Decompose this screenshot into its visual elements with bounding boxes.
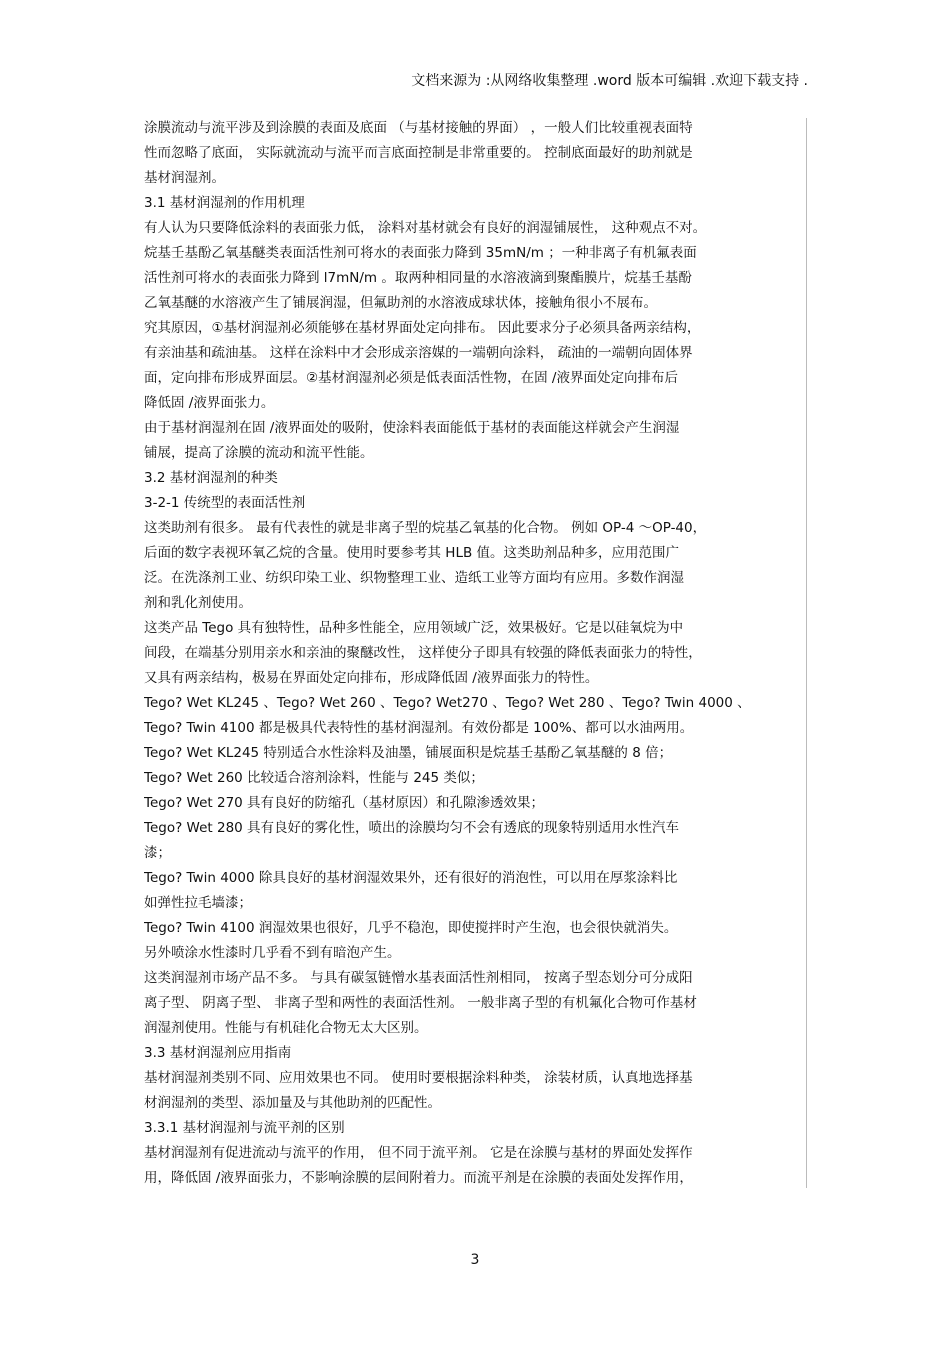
- text-line: 活性剂可将水的表面张力降到 l7mN/m 。取两种相同量的水溶液滴到聚酯膜片，烷基壬基酚: [144, 270, 692, 286]
- text-line: Tego? Wet 280 具有良好的雾化性，喷出的涂膜均匀不会有透底的现象特别适用水性汽车: [144, 820, 680, 836]
- text-line: Tego? Twin 4100 都是极具代表特性的基材润湿剂。有效份都是 100%、都可以水油两用。: [144, 720, 694, 736]
- text-line: 基材润湿剂。: [144, 170, 225, 186]
- text-line: Tego? Wet KL245 、Tego? Wet 260 、Tego? Wet270 、Tego? Wet 280 、Tego? Twin 4000 、: [144, 695, 751, 711]
- text-line: 基材润湿剂有促进流动与流平的作用， 但不同于流平剂。 它是在涂膜与基材的界面处发挥作: [144, 1145, 693, 1161]
- text-line: Tego? Twin 4000 除具良好的基材润湿效果外，还有很好的消泡性，可以用在厚浆涂料比: [144, 870, 678, 886]
- text-line: 离子型、 阴离子型、 非离子型和两性的表面活性剂。 一般非离子型的有机氟化合物可作基材: [144, 995, 697, 1011]
- document-body: [144, 116, 804, 1191]
- text-line: 3-2-1 传统型的表面活性剂: [144, 495, 306, 511]
- margin-rule: [806, 118, 807, 1188]
- text-line: 3.3 基材润湿剂应用指南: [144, 1045, 292, 1061]
- text-line: 如弹性拉毛墙漆；: [144, 895, 252, 911]
- text-line: 润湿剂使用。性能与有机硅化合物无太大区别。: [144, 1020, 428, 1036]
- text-line: 后面的数字表视环氧乙烷的含量。使用时要参考其 HLB 值。这类助剂品种多，应用范围广: [144, 545, 680, 561]
- text-line: 3.2 基材润湿剂的种类: [144, 470, 278, 486]
- text-line: 漆；: [144, 845, 171, 861]
- text-line: 基材润湿剂类别不同、应用效果也不同。 使用时要根据涂料种类， 涂装材质，认真地选择基: [144, 1070, 693, 1086]
- text-line: Tego? Wet 270 具有良好的防缩孔（基材原因）和孔隙渗透效果；: [144, 795, 545, 811]
- text-line: 材润湿剂的类型、添加量及与其他助剂的匹配性。: [144, 1095, 441, 1111]
- text-line: 这类润湿剂市场产品不多。 与具有碳氢链憎水基表面活性剂相同， 按离子型态划分可分成阳: [144, 970, 693, 986]
- text-line: 性而忽略了底面， 实际就流动与流平而言底面控制是非常重要的。 控制底面最好的助剂就是: [144, 145, 693, 161]
- text-line: 又具有两亲结构，极易在界面处定向排布，形成降低固 /液界面张力的特性。: [144, 670, 599, 686]
- text-line: 用，降低固 /液界面张力，不影响涂膜的层间附着力。而流平剂是在涂膜的表面处发挥作用，: [144, 1170, 693, 1186]
- page-header: 文档来源为 :从网络收集整理 .word 版本可编辑 .欢迎下载支持 .: [411, 73, 808, 89]
- text-line: 铺展，提高了涂膜的流动和流平性能。: [144, 445, 374, 461]
- text-line: 烷基壬基酚乙氧基醚类表面活性剂可将水的表面张力降到 35mN/m ；一种非离子有机氟表面: [144, 245, 697, 261]
- text-line: 间段，在端基分别用亲水和亲油的聚醚改性， 这样使分子即具有较强的降低表面张力的特性，: [144, 645, 702, 661]
- text-line: 3.1 基材润湿剂的作用机理: [144, 195, 305, 211]
- text-line: Tego? Twin 4100 润湿效果也很好，几乎不稳泡，即使搅拌时产生泡，也会很快就消失。: [144, 920, 678, 936]
- text-line: 3.3.1 基材润湿剂与流平剂的区别: [144, 1120, 345, 1136]
- text-line: 究其原因，①基材润湿剂必须能够在基材界面处定向排布。 因此要求分子必须具备两亲结构，: [144, 320, 701, 336]
- text-line: 有人认为只要降低涂料的表面张力低， 涂料对基材就会有良好的润湿铺展性， 这种观点不对。: [144, 220, 707, 236]
- text-line: 另外喷涂水性漆时几乎看不到有暗泡产生。: [144, 945, 401, 961]
- text-line: 面，定向排布形成界面层。②基材润湿剂必须是低表面活性物，在固 /液界面处定向排布后: [144, 370, 678, 386]
- page-number: 3: [470, 1252, 480, 1268]
- text-line: 由于基材润湿剂在固 /液界面处的吸附，使涂料表面能低于基材的表面能这样就会产生润湿: [144, 420, 680, 436]
- text-line: 涂膜流动与流平涉及到涂膜的表面及底面 （与基材接触的界面） ，一般人们比较重视表面特: [144, 120, 693, 136]
- text-line: 有亲油基和疏油基。 这样在涂料中才会形成亲溶媒的一端朝向涂料， 疏油的一端朝向固体界: [144, 345, 693, 361]
- text-line: Tego? Wet KL245 特别适合水性涂料及油墨，铺展面积是烷基壬基酚乙氧基醚的 8 倍；: [144, 745, 673, 761]
- text-line: 降低固 /液界面张力。: [144, 395, 275, 411]
- text-line: 剂和乳化剂使用。: [144, 595, 252, 611]
- text-line: 这类助剂有很多。 最有代表性的就是非离子型的烷基乙氧基的化合物。 例如 OP-4 ～OP-40，: [144, 520, 707, 536]
- text-line: 泛。在洗涤剂工业、纺织印染工业、织物整理工业、造纸工业等方面均有应用。多数作润湿: [144, 570, 684, 586]
- text-line: Tego? Wet 260 比较适合溶剂涂料，性能与 245 类似；: [144, 770, 484, 786]
- text-line: 乙氧基醚的水溶液产生了铺展润湿，但氟助剂的水溶液成球状体，接触角很小不展布。: [144, 295, 657, 311]
- text-line: 这类产品 Tego 具有独特性，品种多性能全，应用领域广泛，效果极好。它是以硅氧烷为中: [144, 620, 684, 636]
